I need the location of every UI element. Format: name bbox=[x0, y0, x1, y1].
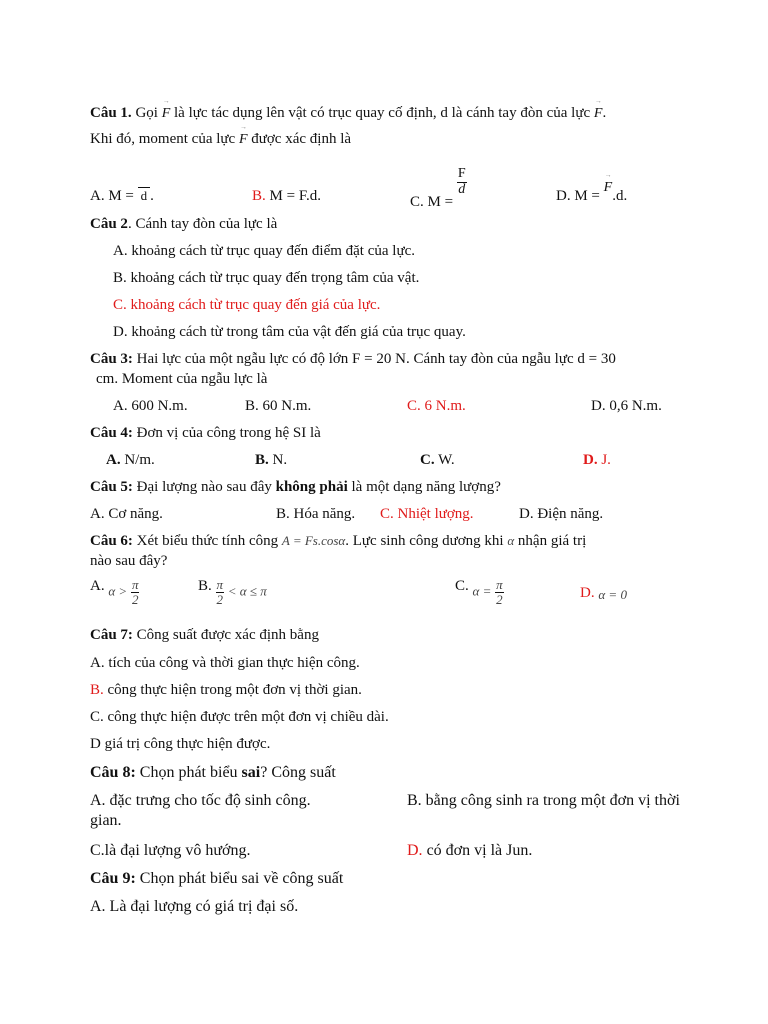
q3-stem-1: Câu 3: Hai lực của một ngẫu lực có độ lớn F = 20 N. Cánh tay đòn của ngẫu lực d = 30 bbox=[90, 351, 616, 367]
q2-label: Câu 2 bbox=[90, 216, 128, 232]
q8-stem: Câu 8: Chọn phát biểu sai? Công suất bbox=[90, 764, 336, 781]
q1-force-vector-2: → F bbox=[593, 97, 603, 121]
q6-stem-1: Câu 6: Xét biểu thức tính công A = Fs.cosα. Lực sinh công dương khi α nhận giá trị bbox=[90, 533, 587, 549]
q1-text: là lực tác dụng lên vật có trục quay cố định, d là cánh tay đòn của lực bbox=[174, 105, 591, 121]
q1-c-fraction: $\frac{F}{d}$ bbox=[457, 166, 466, 197]
q3-stem-2: cm. Moment của ngẫu lực là bbox=[96, 371, 268, 387]
q4-option-d-answer: D. J. bbox=[583, 452, 611, 468]
q1-option-c: C. M = $\frac{F}{d}$ bbox=[410, 166, 466, 210]
q7-option-a: A. tích của công và thời gian thực hiện công. bbox=[90, 655, 360, 671]
q1-a-fraction: d bbox=[138, 187, 151, 204]
q1-force-vector-3: → F bbox=[238, 123, 248, 147]
q1-line-2: Khi đó, moment của lực → F được xác định là bbox=[90, 123, 352, 147]
q1-line-1: Câu 1. Gọi → F là lực tác dụng lên vật có trục quay cố định, d là cánh tay đòn của lực → F. bbox=[90, 97, 607, 121]
vector-arrow-icon: → bbox=[594, 97, 602, 105]
q4-option-a: A. N/m. bbox=[106, 452, 155, 468]
q1-answer-b-label: B. bbox=[252, 188, 266, 204]
q6-label: Câu 6: bbox=[90, 533, 133, 549]
q4-stem: Câu 4: Đơn vị của công trong hệ SI là bbox=[90, 425, 321, 441]
q8-option-a: A. đặc trưng cho tốc độ sinh công. bbox=[90, 792, 311, 809]
q1-option-d: D. M = → F.d. bbox=[556, 171, 628, 204]
q2-option-d: D. khoảng cách từ trong tâm của vật đến giá của trục quay. bbox=[113, 324, 466, 340]
q4-label: Câu 4: bbox=[90, 425, 133, 441]
q3-option-a: A. 600 N.m. bbox=[113, 398, 188, 414]
vector-arrow-icon: → bbox=[604, 171, 612, 179]
q2-option-b: B. khoảng cách từ trục quay đến trọng tâm của vật. bbox=[113, 270, 420, 286]
q1-intro: Gọi bbox=[135, 105, 158, 121]
q5-option-c-answer: C. Nhiệt lượng. bbox=[380, 506, 474, 522]
q5-option-b: B. Hóa năng. bbox=[276, 506, 356, 522]
q6-a-fraction: $\frac{\pi}{2}$ bbox=[131, 577, 139, 607]
q3-option-b: B. 60 N.m. bbox=[245, 398, 312, 414]
q7-stem: Câu 7: Công suất được xác định bằng bbox=[90, 627, 319, 643]
q2-stem: Câu 2. Cánh tay đòn của lực là bbox=[90, 216, 278, 232]
q1-d-force-vector: → F bbox=[603, 171, 613, 195]
q1-label: Câu 1. bbox=[90, 105, 132, 121]
q5-stem: Câu 5: Đại lượng nào sau đây không phải là một dạng năng lượng? bbox=[90, 479, 501, 495]
q5-option-a: A. Cơ năng. bbox=[90, 506, 163, 522]
q1-option-b: B. M = F.d. bbox=[252, 188, 321, 204]
q4-option-c: C. W. bbox=[420, 452, 455, 468]
q8-label: Câu 8: bbox=[90, 764, 136, 781]
q7-option-c: C. công thực hiện được trên một đơn vị chiều dài. bbox=[90, 709, 389, 725]
q7-option-d: D giá trị công thực hiện được. bbox=[90, 736, 271, 752]
q9-label: Câu 9: bbox=[90, 870, 136, 887]
q4-option-b: B. N. bbox=[255, 452, 288, 468]
q7-option-b-answer: B. công thực hiện trong một đơn vị thời gian. bbox=[90, 682, 362, 698]
vector-arrow-icon: → bbox=[162, 97, 170, 105]
q6-option-b: B. $\frac{\pi}{2}$ < α ≤ π bbox=[198, 577, 267, 607]
vector-arrow-icon: → bbox=[239, 123, 247, 131]
q7-label: Câu 7: bbox=[90, 627, 133, 643]
q8-option-b-continued: gian. bbox=[90, 812, 122, 829]
q9-option-a: A. Là đại lượng có giá trị đại số. bbox=[90, 898, 299, 915]
q6-b-fraction: $\frac{\pi}{2}$ bbox=[216, 577, 224, 607]
q2-option-c-answer: C. khoảng cách từ trục quay đến giá của lực. bbox=[113, 297, 381, 313]
q6-option-a: A. α > $\frac{\pi}{2}$ bbox=[90, 577, 139, 607]
q3-label: Câu 3: bbox=[90, 351, 133, 367]
q2-option-a: A. khoảng cách từ trục quay đến điểm đặt của lực. bbox=[113, 243, 415, 259]
q6-option-c: C. α = $\frac{\pi}{2}$ bbox=[455, 577, 503, 607]
q8-option-c: C.là đại lượng vô hướng. bbox=[90, 842, 251, 859]
q6-c-fraction: $\frac{\pi}{2}$ bbox=[496, 577, 503, 607]
q6-option-d-answer: D. α = 0 bbox=[580, 585, 627, 602]
q5-option-d: D. Điện năng. bbox=[519, 506, 604, 522]
q5-label: Câu 5: bbox=[90, 479, 133, 495]
q9-stem: Câu 9: Chọn phát biểu sai về công suất bbox=[90, 870, 344, 887]
q8-option-b: B. bằng công sinh ra trong một đơn vị thời bbox=[407, 792, 680, 809]
q3-option-c-answer: C. 6 N.m. bbox=[407, 398, 466, 414]
q3-option-d: D. 0,6 N.m. bbox=[591, 398, 662, 414]
q6-formula: A = Fs.cosα bbox=[281, 533, 346, 548]
q1-option-a: A. M = d . bbox=[90, 188, 154, 204]
q1-force-vector: → F bbox=[161, 97, 171, 121]
q8-option-d-answer: D. có đơn vị là Jun. bbox=[407, 842, 533, 859]
q6-stem-2: nào sau đây? bbox=[90, 553, 168, 569]
